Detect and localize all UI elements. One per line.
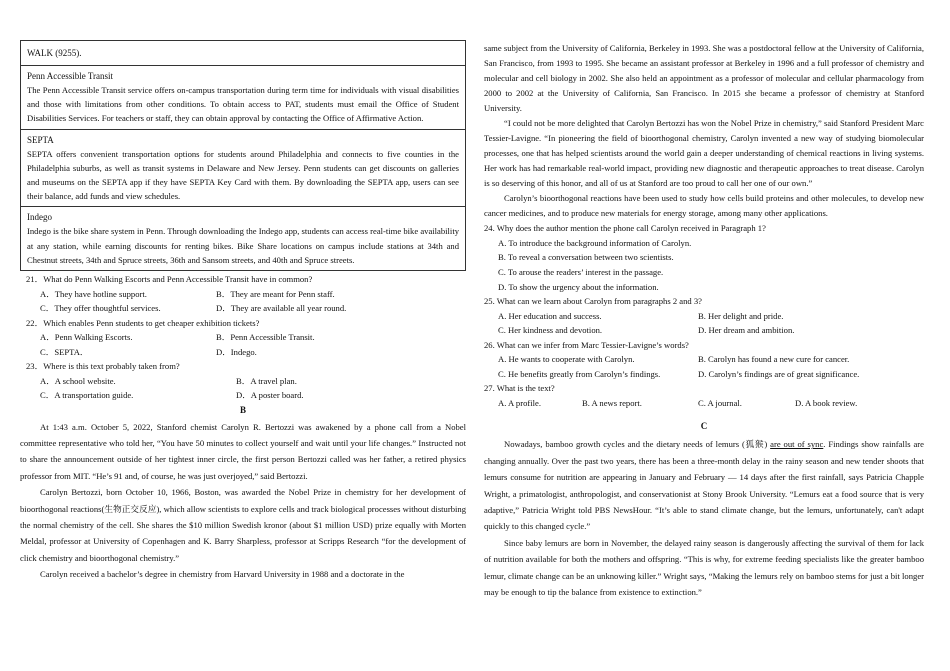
question-options <box>484 236 924 295</box>
passage-paragraph: At 1:43 a.m. October 5, 2022, Stanford chemist Carolyn R. Bertozzi was awakened by a phone call from a Nobel committee representative who told her, “You have 50 minutes to collect yourself and wait until your life changes.” Instructed not to share the announcement outside of her tightest inner circle, the first person Bertozzi called was her father, a retired physics professor from MIT. “He’s 91 and, of course, he was just overjoyed,” said Bertozzi. <box>20 421 466 481</box>
paragraph-text: Nowadays, bamboo growth cycles and the dietary needs of lemurs (狐猴) <box>504 439 771 450</box>
option-d[interactable]: D. Her dream and ambition. <box>698 325 795 336</box>
septa-body: SEPTA offers convenient transportation options for students around Philadelphia and connects to five counties in the Philadelphia suburbs, as well as transit systems in Delaware and New Jersey. Penn students can get discounts on galleries and museums on the SEPTA app if they have SEPTA Key Card with them. By downloading the SEPTA app, users can see their balance, add funds and view schedules. <box>27 148 459 202</box>
question-stem: 21．What do Penn Walking Escorts and Penn Accessible Transit have in common? <box>26 274 313 285</box>
option-b[interactable]: B．A travel plan. <box>236 375 297 386</box>
question-stem: 25. What can we learn about Carolyn from paragraphs 2 and 3? <box>484 296 702 307</box>
option-b[interactable]: B. Carolyn has found a new cure for cancer. <box>698 354 850 365</box>
question-22 <box>20 316 466 360</box>
option-a[interactable]: A. To introduce the background information of Carolyn. <box>498 237 692 248</box>
pat-title: Penn Accessible Transit <box>27 71 114 81</box>
section-b-passage <box>20 419 466 583</box>
option-b[interactable]: B. A news report. <box>582 397 642 408</box>
section-c-passage <box>484 436 924 600</box>
right-column <box>484 41 924 600</box>
question-stem: 23．Where is this text probably taken from? <box>26 361 180 372</box>
walk-section <box>21 41 465 65</box>
option-d[interactable]: D．Indego. <box>216 346 257 357</box>
question-options <box>20 287 466 316</box>
option-c[interactable]: C．SEPTA． <box>40 346 89 357</box>
option-a[interactable]: A. A profile. <box>498 397 541 408</box>
question-23 <box>20 359 466 403</box>
section-b-label: B <box>239 404 246 415</box>
question-options <box>20 374 466 403</box>
question-stem: 22．Which enables Penn students to get cheaper exhibition tickets? <box>26 317 260 328</box>
question-stem: 26. What can we infer from Marc Tessier-Lavigne’s words? <box>484 339 689 350</box>
option-b[interactable]: B. Her delight and pride. <box>698 310 784 321</box>
section-c-label: C <box>700 421 708 432</box>
pat-body: The Penn Accessible Transit service offers on-campus transportation during term time for individuals with visual disabilities and those with limitations from other conditions. To obtain access to PAT, students must email the Office of Student Disabilities Services. For teachers or staff, they can obtain approval by contacting the Office of Affirmative Action. <box>27 85 459 124</box>
septa-section <box>21 129 465 207</box>
question-stem: 27. What is the text? <box>484 383 555 394</box>
passage-paragraph: Carolyn received a bachelor’s degree in chemistry from Harvard University in 1988 and a doctorate in the <box>40 569 405 580</box>
passage-paragraph <box>484 436 924 534</box>
option-a[interactable]: A. Her education and success. <box>498 310 602 321</box>
transport-info-box <box>20 40 466 271</box>
pat-section <box>21 65 465 129</box>
passage-paragraph: Carolyn’s bioorthogonal reactions have been used to study how cells build proteins and other molecules, to develop new cancer medicines, and to produce new materials for energy storage, among many other applications. <box>484 193 924 218</box>
option-a[interactable]: A．A school website. <box>40 375 116 386</box>
walk-tail-text: WALK (9255). <box>27 48 82 58</box>
option-c[interactable]: C. A journal. <box>698 397 742 408</box>
option-a[interactable]: A．Penn Walking Escorts. <box>40 332 133 343</box>
option-c[interactable]: C．They offer thoughtful services. <box>40 303 161 314</box>
question-stem: 24. Why does the author mention the phone call Carolyn received in Paragraph 1? <box>484 223 766 233</box>
option-c[interactable]: C. To arouse the readers’ interest in the passage. <box>498 266 664 277</box>
option-a[interactable]: A. He wants to cooperate with Carolyn. <box>498 354 635 365</box>
option-c[interactable]: C．A transportation guide. <box>40 390 134 401</box>
indego-body: Indego is the bike share system in Penn. Through downloading the Indego app, students can access real-time bike availability at any station, while earning discounts for renting bikes. Bike Share locations on campus include stations at 34th and Chestnut streets, 34th and Spruce streets, 36th and Sansom streets, and 40th and Spruce streets. <box>27 226 459 265</box>
passage-paragraph-continued: same subject from the University of California, Berkeley in 1993. She was a postdoctoral fellow at the University of California, San Francisco, from 1993 to 1995. She became an assistant professor at Berkeley in 1996 and a full professor of chemistry and molecular and cell biology in 2002. She also held an appointment as a professor of molecular and cellular pharmacology from 2000 to 2002 at the University of California, San Francisco. In 2015 she became a professor of chemistry at Stanford University. <box>484 43 924 113</box>
paragraph-text: . Findings show rainfalls are changing annually. Over the past two years, there has been a three-month delay in the rainy season and new tender shoots that lemurs consume for nutrition are appearing in January and February — 14 days after the first rainfall, says Patricia Chapple Wright, a primatologist, anthropologist, and conservationist at Stony Brook University. “Lemurs eat a food source that is very adaptive,” Patricia Wright told PBS NewsHour. “It’s able to stand climate change, but the lemurs, unfortunately, can't adapt quickly to this changed cycle.” <box>484 439 924 532</box>
indego-title: Indego <box>27 212 52 223</box>
question-26 <box>484 338 924 382</box>
passage-paragraph: Carolyn Bertozzi, born October 10, 1966, Boston, was awarded the Nobel Prize in chemistry for her development of bioorthogonal reactions(生物正交反应), which allow scientists to explore cells and track biological processes without disturbing the normal chemistry of the cell. She shares the $10 million Swedish kronor (about $1 million USD) prize equally with Morten Meldal, professor at University of Copenhagen and K. Barry Sharpless, professor at Scripps Research “for the development of click chemistry and bioorthogonal chemistry.” <box>20 487 466 563</box>
option-c[interactable]: C. He benefits greatly from Carolyn’s findings. <box>498 368 661 379</box>
option-d[interactable]: D. To show the urgency about the information. <box>498 281 659 292</box>
option-d[interactable]: D. A book review. <box>795 397 858 408</box>
question-24 <box>484 221 924 294</box>
passage-paragraph: “I could not be more delighted that Carolyn Bertozzi has won the Nobel Prize in chemistry,” said Stanford President Marc Tessier-Lavigne. “In pioneering the field of bioorthogonal chemistry, Carolyn invented a new way of studying biomolecular processes, one that has helped scientists around the world gain a deeper understanding of chemical reactions in living systems. Her work has had remarkable real-world impact, providing new diagnostic and therapeutic approaches to treat disease. Carolyn is so deserving of this honor, and all of us at Stanford are too proud to call her one of our own.” <box>484 118 924 188</box>
option-c[interactable]: C. Her kindness and devotion. <box>498 325 603 336</box>
left-column <box>20 40 466 583</box>
option-b[interactable]: B. To reveal a conversation between two scientists. <box>498 252 674 263</box>
option-a[interactable]: A．They have hotline support. <box>40 288 147 299</box>
question-options <box>20 330 466 359</box>
question-25 <box>484 294 924 338</box>
question-27 <box>484 381 924 410</box>
question-options <box>484 396 924 411</box>
question-options <box>484 352 924 381</box>
passage-paragraph: Since baby lemurs are born in November, the delayed rainy season is dangerously affecting the survival of them for lack of nutrition available for both the mothers and offspring. “This is why, for extreme feeding specialists like the greater bamboo lemur, climate change can be an unknowing killer.” Wright says, “Making the lemurs rely on bamboo stems for just a bit longer may be enough to tip the balance from existence to extinction.” <box>484 537 924 597</box>
option-b[interactable]: B．Penn Accessible Transit. <box>216 332 315 343</box>
option-d[interactable]: D. Carolyn’s findings are of great significance. <box>698 368 860 379</box>
question-21 <box>20 272 466 316</box>
question-options <box>484 309 924 338</box>
option-d[interactable]: D．They are available all year round. <box>216 303 347 314</box>
septa-title: SEPTA <box>27 134 54 145</box>
indego-section <box>21 206 465 270</box>
option-d[interactable]: D．A poster board. <box>236 390 304 401</box>
option-b[interactable]: B．They are meant for Penn staff. <box>216 288 335 299</box>
underlined-phrase: are out of sync <box>770 439 824 450</box>
